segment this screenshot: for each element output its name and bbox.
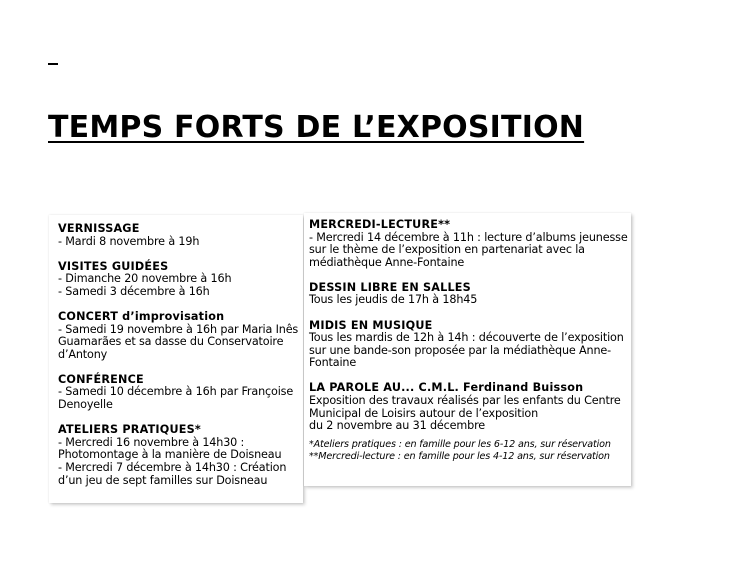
section-line: - Samedi 10 décembre à 16h par Françoise <box>58 385 294 399</box>
section-line: - Samedi 19 novembre à 16h par Maria Inês <box>58 322 299 336</box>
section-line: - Mercredi 14 décembre à 11h : lecture d’albums jeunesse <box>309 230 628 244</box>
footnote: **Mercredi-lecture : en famille pour les 4-12 ans, sur réservation <box>309 450 610 462</box>
section-line: sur le thème de l’exposition en partenariat avec la <box>309 243 585 257</box>
section-line: - Mercredi 7 décembre à 14h30 : Création <box>58 460 287 474</box>
section-heading: VERNISSAGE <box>58 222 140 235</box>
section-line: Exposition des travaux réalisés par les enfants du Centre <box>309 394 621 408</box>
section-parole-cml <box>309 382 627 432</box>
section-line: Tous les mardis de 12h à 14h : découverte de l’exposition <box>309 331 624 345</box>
section-vernissage <box>58 223 298 248</box>
section-line: d’un jeu de sept familles sur Doisneau <box>58 473 268 487</box>
program-box-right <box>304 213 631 486</box>
section-heading: CONCERT d’improvisation <box>58 309 225 323</box>
section-line: Tous les jeudis de 17h à 18h45 <box>309 293 478 307</box>
section-line: Fontaine <box>309 356 357 370</box>
section-heading: CONFÉRENCE <box>58 372 144 386</box>
section-heading: VISITES GUIDÉES <box>58 259 169 273</box>
page-title: TEMPS FORTS DE L’EXPOSITION <box>48 110 585 145</box>
section-line: - Mardi 8 novembre à 19h <box>58 234 200 248</box>
section-conference <box>58 374 298 412</box>
section-concert <box>58 311 298 361</box>
section-ateliers <box>58 424 298 487</box>
section-line: - Samedi 3 décembre à 16h <box>58 284 210 298</box>
section-line: Denoyelle <box>58 398 113 412</box>
dash-mark <box>48 63 58 65</box>
section-line: médiathèque Anne-Fontaine <box>309 255 465 269</box>
section-dessin-libre <box>309 282 627 307</box>
section-line: - Mercredi 16 novembre à 14h30 : <box>58 435 245 449</box>
section-visites-guidees <box>58 261 298 299</box>
section-line: sur une bande-son proposée par la médiathèque Anne- <box>309 343 612 357</box>
footnotes <box>309 439 627 463</box>
section-midis-musique <box>309 320 627 370</box>
section-line: Municipal de Loisirs autour de l’exposition <box>309 406 539 420</box>
section-line: du 2 novembre au 31 décembre <box>309 419 486 433</box>
program-box-left <box>49 215 303 503</box>
section-line: - Dimanche 20 novembre à 16h <box>58 272 232 286</box>
section-line: Photomontage à la manière de Doisneau <box>58 448 282 462</box>
section-heading: ATELIERS PRATIQUES* <box>58 423 201 437</box>
section-heading: MERCREDI-LECTURE** <box>309 218 451 231</box>
section-line: Guamarães et sa dasse du Conservatoire <box>58 335 284 349</box>
section-heading: MIDIS EN MUSIQUE <box>309 318 433 332</box>
section-heading: LA PAROLE AU... C.M.L. Ferdinand Buisson <box>309 381 584 395</box>
section-mercredi-lecture <box>309 219 627 269</box>
section-heading: DESSIN LIBRE EN SALLES <box>309 280 471 294</box>
section-line: d’Antony <box>58 347 108 361</box>
footnote: *Ateliers pratiques : en famille pour les 6-12 ans, sur réservation <box>309 438 611 450</box>
